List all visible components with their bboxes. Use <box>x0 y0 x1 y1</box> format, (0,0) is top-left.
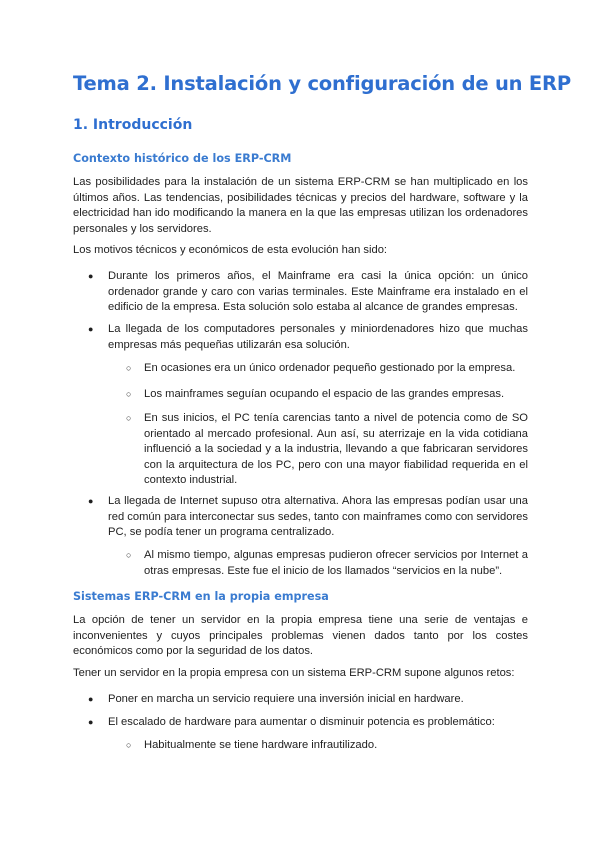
subsection-heading-own-company: Sistemas ERP-CRM en la propia empresa <box>73 590 329 603</box>
sub-list-item: En sus inicios, el PC tenía carencias tanto a nivel de potencia como de SO orientado al mercado profesional. Aun así, su aterrizaje en la vida cotidiana influenció a la sociedad y a la industria, llevando a que fabricaran servidores con la arquitectura de los PC, pero con una mayor fiabilidad requerida en el contexto industrial. <box>144 412 528 486</box>
bullet-icon: ● <box>88 717 94 727</box>
hollow-bullet-icon: ○ <box>126 363 132 373</box>
list-item: Poner en marcha un servicio requiere una inversión inicial en hardware. <box>108 693 464 705</box>
hollow-bullet-icon: ○ <box>126 413 132 423</box>
list-item: La llegada de los computadores personales y miniordenadores hizo que muchas empresas más pequeñas utilizarán esa solución. <box>108 323 528 351</box>
bullet-icon: ● <box>88 496 94 506</box>
hollow-bullet-icon: ○ <box>126 740 132 750</box>
paragraph: Los motivos técnicos y económicos de esta evolución han sido: <box>73 244 388 256</box>
paragraph: La opción de tener un servidor en la propia empresa tiene una serie de ventajas e inconvenientes y cuyos principales problemas vienen dados tanto por los costes económicos como por la seguridad de los datos. <box>73 614 528 657</box>
paragraph: Tener un servidor en la propia empresa con un sistema ERP-CRM supone algunos retos: <box>73 667 515 679</box>
page-title: Tema 2. Instalación y configuración de un ERP <box>73 72 571 95</box>
bullet-icon: ● <box>88 324 94 334</box>
list-item: La llegada de Internet supuso otra alternativa. Ahora las empresas podían usar una red común para interconectar sus sedes, tanto con mainframes como con servidores PC, se podía tener un programa centralizado. <box>108 495 528 538</box>
list-item: Durante los primeros años, el Mainframe era casi la única opción: un único ordenador grande y caro con varias terminales. Este Mainframe era instalado en el edificio de la empresa. Esta solución solo estaba al alcance de grandes empresas. <box>108 270 528 313</box>
bullet-icon: ● <box>88 271 94 281</box>
sub-list-item: Los mainframes seguían ocupando el espacio de las grandes empresas. <box>144 388 505 400</box>
hollow-bullet-icon: ○ <box>126 389 132 399</box>
hollow-bullet-icon: ○ <box>126 550 132 560</box>
section-heading: 1. Introducción <box>73 117 193 133</box>
subsection-heading-context: Contexto histórico de los ERP-CRM <box>73 152 292 165</box>
sub-list-item: En ocasiones era un único ordenador pequeño gestionado por la empresa. <box>144 362 516 374</box>
sub-list-item: Habitualmente se tiene hardware infrautilizado. <box>144 739 378 751</box>
list-item: El escalado de hardware para aumentar o disminuir potencia es problemático: <box>108 716 495 728</box>
bullet-icon: ● <box>88 694 94 704</box>
sub-list-item: Al mismo tiempo, algunas empresas pudieron ofrecer servicios por Internet a otras empresas. Este fue el inicio de los llamados “servicios en la nube”. <box>144 549 528 577</box>
paragraph: Las posibilidades para la instalación de un sistema ERP-CRM se han multiplicado en los últimos años. Las tendencias, posibilidades técnicas y precios del hardware, software y la electricidad han ido modificando la manera en la que las empresas utilizan los ordenadores personales y los servidores. <box>73 176 528 235</box>
